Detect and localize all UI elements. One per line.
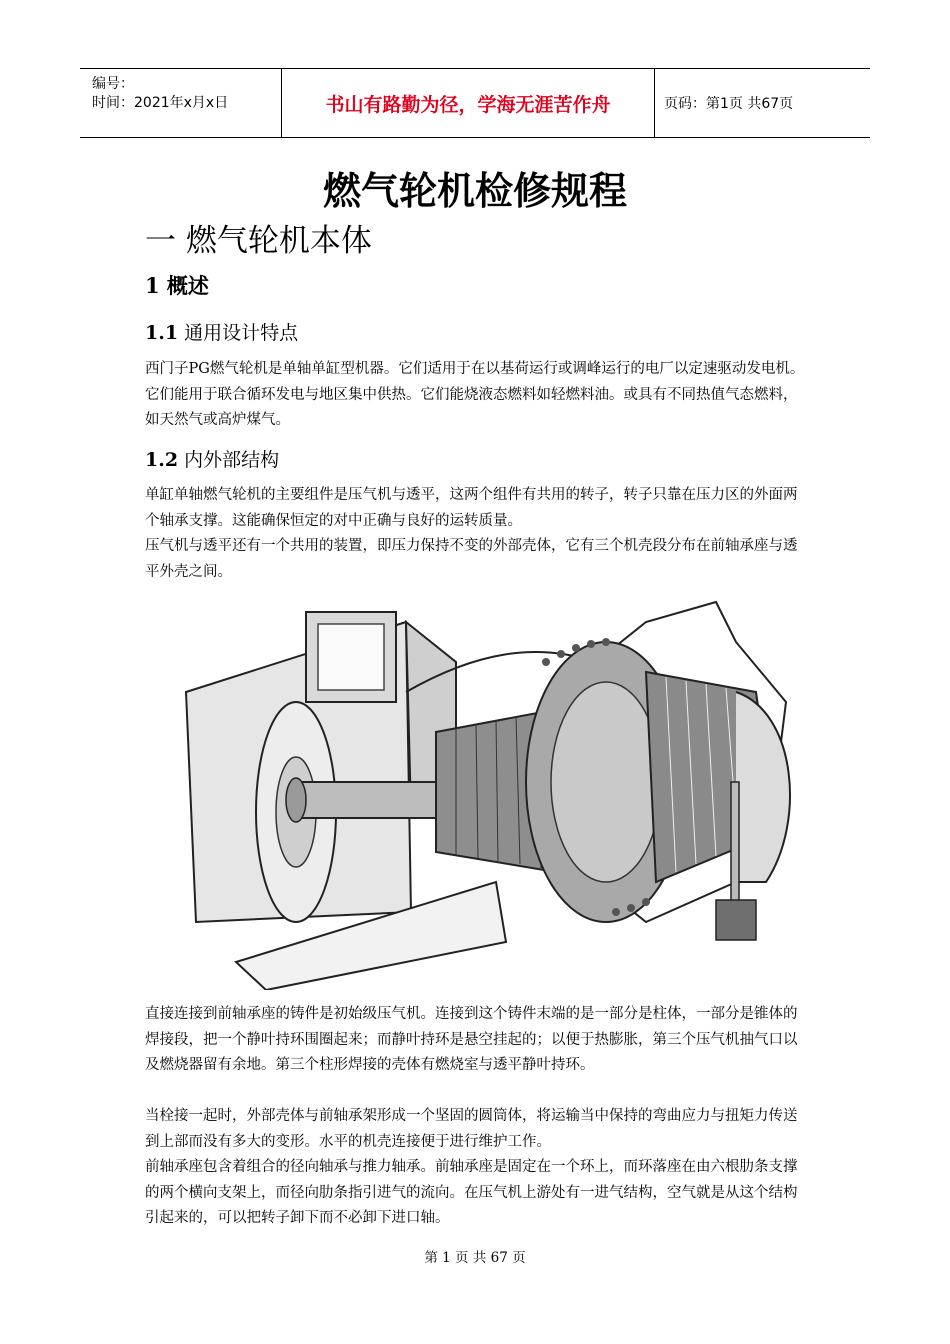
subsection-number: 1.1 bbox=[145, 322, 179, 344]
gas-turbine-cutaway-figure bbox=[176, 582, 806, 990]
part-heading: 一 燃气轮机本体 bbox=[145, 223, 372, 259]
paragraph-3: 压气机与透平还有一个共用的装置，即压力保持不变的外部壳体，它有三个机壳段分布在前轴承座与透平外壳之间。 bbox=[145, 538, 798, 580]
subsection-title: 内外部结构 bbox=[178, 449, 280, 471]
subsection-heading-1-2 bbox=[145, 445, 279, 472]
paragraph-4: 直接连接到前轴承座的铸件是初始级压气机。连接到这个铸件末端的是一部分是柱体，一部分是锥体的焊接段，把一个静叶持环围圈起来；而静叶持环是悬空挂起的；以便于热膨胀，第三个压气机抽气口以及燃烧器留有余地。第三个柱形焊接的壳体有燃烧室与透平静叶持环。 bbox=[145, 1006, 798, 1073]
paragraph-1: 西门子PG燃气轮机是单轴单缸型机器。它们适用于在以基荷运行或调峰运行的电厂以定速驱动发电机。它们能用于联合循环发电与地区集中供热。它们能烧液态燃料如轻燃料油。或具有不同热值气态燃料，如天然气或高炉煤气。 bbox=[145, 361, 805, 428]
header-table bbox=[80, 68, 870, 138]
header-motto: 书山有路勤为径，学海无涯苦作舟 bbox=[325, 93, 611, 116]
section-heading: 1 概述 bbox=[145, 273, 209, 298]
document-title: 燃气轮机检修规程 bbox=[322, 169, 627, 213]
subsection-title: 通用设计特点 bbox=[178, 322, 299, 344]
number-label: 编号： bbox=[92, 76, 134, 92]
paragraph-6: 前轴承座包含着组合的径向轴承与推力轴承。前轴承座是固定在一个环上，而环落座在由六根肋条支撑的两个横向支架上，而径向肋条指引进气的流向。在压气机上游处有一进气结构，空气就是从这个结构引起来的，可以把转子卸下而不必卸下进口轴。 bbox=[145, 1159, 798, 1226]
paragraph-5: 当栓接一起时，外部壳体与前轴承架形成一个坚固的圆筒体，将运输当中保持的弯曲应力与扭矩力传送到上部而没有多大的变形。水平的机壳连接便于进行维护工作。 bbox=[145, 1108, 798, 1150]
subsection-number: 1.2 bbox=[145, 449, 179, 471]
page-footer: 第 1 页 共 67 页 bbox=[424, 1250, 526, 1266]
header-page-info: 页码：第1页 共67页 bbox=[664, 96, 794, 112]
header-divider bbox=[654, 69, 655, 137]
date-label: 时间：2021年x月x日 bbox=[92, 95, 229, 111]
subsection-heading-1-1 bbox=[145, 318, 298, 345]
header-meta-cell bbox=[80, 69, 281, 137]
paragraph-2: 单缸单轴燃气轮机的主要组件是压气机与透平，这两个组件有共用的转子，转子只靠在压力区的外面两个轴承支撑。这能确保恒定的对中正确与良好的运转质量。 bbox=[145, 487, 798, 529]
